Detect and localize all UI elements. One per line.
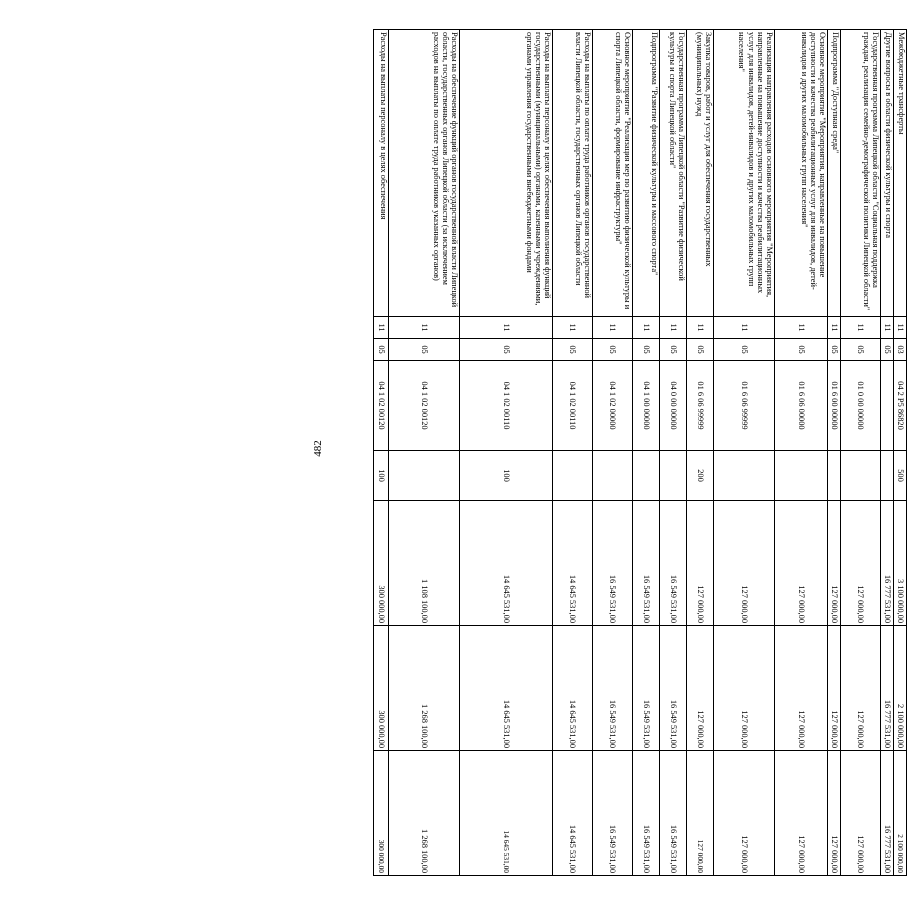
cell-csr: 01 6 00 00000: [828, 361, 841, 451]
rotated-page-content: [376, 29, 907, 875]
cell-csr: 01 6 06 99999: [687, 361, 714, 451]
cell-csr: 04 0 00 00000: [660, 361, 687, 451]
cell-rz: 05: [460, 339, 553, 361]
cell-vr: [775, 451, 828, 501]
cell-gr: 11: [460, 317, 553, 339]
cell-csr: 04 1 02 00110: [553, 361, 593, 451]
cell-value-1: 127 000,00: [775, 501, 828, 626]
cell-gr: 11: [775, 317, 828, 339]
row-name: Подпрограмма "Развитие физической культуры и массового спорта": [633, 30, 660, 317]
cell-value-3: 2 100 000,00: [894, 751, 907, 876]
cell-vr: [389, 451, 460, 501]
cell-vr: [881, 451, 894, 501]
row-name: Государственная программа Липецкой области "Развитие физической культуры и спорта Липецкой области": [660, 30, 687, 317]
cell-value-1: 16 549 531,00: [660, 501, 687, 626]
row-name: Межбюджетные трансферты: [894, 30, 907, 317]
table-row: [389, 30, 460, 876]
row-name: Основное мероприятие "Реализация мер по развитию физической культуры и спорта Липецкой области, формирование инфраструктуры": [593, 30, 633, 317]
cell-rz: 05: [374, 339, 389, 361]
cell-value-1: 16 549 531,00: [633, 501, 660, 626]
cell-vr: [593, 451, 633, 501]
cell-rz: 05: [775, 339, 828, 361]
cell-vr: 200: [687, 451, 714, 501]
cell-value-1: 127 000,00: [714, 501, 775, 626]
cell-value-3: 16 549 531,00: [660, 751, 687, 876]
cell-value-1: 3 100 000,00: [894, 501, 907, 626]
cell-value-1: 127 000,00: [687, 501, 714, 626]
cell-csr: 04 2 P5 86820: [894, 361, 907, 451]
cell-csr: 04 1 02 00120: [389, 361, 460, 451]
row-name: Государственная программа Липецкой области "Социальная поддержка граждан, реализация семейно-демографической политики Липецкой области": [841, 30, 881, 317]
cell-value-2: 14 645 531,00: [553, 626, 593, 751]
cell-rz: 05: [714, 339, 775, 361]
table-row: [660, 30, 687, 876]
cell-value-1: 16 777 531,00: [881, 501, 894, 626]
cell-rz: 05: [553, 339, 593, 361]
cell-gr: 11: [687, 317, 714, 339]
cell-rz: 05: [593, 339, 633, 361]
cell-vr: [828, 451, 841, 501]
table-row: [687, 30, 714, 876]
cell-value-1: 1 108 100,00: [389, 501, 460, 626]
cell-vr: [714, 451, 775, 501]
cell-value-3: 300 000,00: [374, 751, 389, 876]
cell-gr: 11: [714, 317, 775, 339]
cell-value-2: 1 268 100,00: [389, 626, 460, 751]
page-number: 482: [311, 440, 324, 457]
table-row: [828, 30, 841, 876]
cell-value-2: 16 549 531,00: [633, 626, 660, 751]
cell-vr: 500: [894, 451, 907, 501]
cell-value-2: 2 100 000,00: [894, 626, 907, 751]
cell-value-3: 127 000,00: [714, 751, 775, 876]
cell-rz: 05: [389, 339, 460, 361]
cell-value-2: 14 645 531,00: [460, 626, 553, 751]
cell-value-1: 127 000,00: [828, 501, 841, 626]
cell-value-3: 127 000,00: [775, 751, 828, 876]
table-row: [881, 30, 894, 876]
cell-value-2: 16 549 531,00: [660, 626, 687, 751]
cell-gr: 11: [841, 317, 881, 339]
row-name: Расходы на выплаты персоналу в целях обеспечения выполнения функций государственными (муниципальными) органами, казенными учреждениями, органами управления государственными внебюджетными фондами: [460, 30, 553, 317]
cell-gr: 11: [881, 317, 894, 339]
cell-value-2: 300 000,00: [374, 626, 389, 751]
cell-csr: 04 1 02 00120: [374, 361, 389, 451]
table-row: [553, 30, 593, 876]
cell-gr: 11: [660, 317, 687, 339]
budget-table: [373, 29, 907, 876]
row-name: Основное мероприятие "Мероприятия, направленные на повышение доступности и качества реабилитационных услуг для инвалидов, детей-инвалидов и других маломобильных групп населения": [775, 30, 828, 317]
cell-gr: 11: [894, 317, 907, 339]
row-name: Реализация направления расходов основного мероприятия "Мероприятия, направленные на повышение доступности и качества реабилитационных услуг для инвалидов, детей-инвалидов и других маломобильных групп населения": [714, 30, 775, 317]
cell-vr: [553, 451, 593, 501]
row-name: Подпрограмма "Доступная среда": [828, 30, 841, 317]
row-name: Расходы на выплаты по оплате труда работников органов государственной власти Липецкой области, государственных органов Липецкой области: [553, 30, 593, 317]
table-row: [841, 30, 881, 876]
budget-table-container: [61, 29, 906, 875]
cell-rz: 05: [881, 339, 894, 361]
cell-value-3: 16 777 531,00: [881, 751, 894, 876]
table-row: [894, 30, 907, 876]
cell-value-3: 127 000,00: [687, 751, 714, 876]
cell-csr: 04 1 02 00000: [593, 361, 633, 451]
cell-value-3: 14 645 531,00: [460, 751, 553, 876]
cell-value-2: 16 777 531,00: [881, 626, 894, 751]
cell-value-1: 300 000,00: [374, 501, 389, 626]
cell-value-3: 127 000,00: [828, 751, 841, 876]
cell-rz: 05: [841, 339, 881, 361]
table-row: [775, 30, 828, 876]
cell-value-1: 16 549 531,00: [593, 501, 633, 626]
cell-csr: 04 1 00 00000: [633, 361, 660, 451]
cell-value-2: 127 000,00: [775, 626, 828, 751]
cell-vr: 100: [460, 451, 553, 501]
cell-csr: 04 1 02 00110: [460, 361, 553, 451]
cell-gr: 11: [828, 317, 841, 339]
cell-value-1: 14 645 531,00: [553, 501, 593, 626]
cell-csr: 01 6 06 00000: [775, 361, 828, 451]
cell-value-1: 14 645 531,00: [460, 501, 553, 626]
cell-vr: [660, 451, 687, 501]
cell-gr: 11: [553, 317, 593, 339]
row-name: Расходы на обеспечение функций органов государственной власти Липецкой области, государственных органов Липецкой области (за исключением расходов на выплаты по оплате труда работников указанных органов): [389, 30, 460, 317]
cell-value-1: 127 000,00: [841, 501, 881, 626]
cell-value-3: 16 549 531,00: [633, 751, 660, 876]
cell-csr: [881, 361, 894, 451]
cell-gr: 11: [593, 317, 633, 339]
cell-value-2: 16 549 531,00: [593, 626, 633, 751]
cell-rz: 05: [828, 339, 841, 361]
cell-value-3: 1 268 100,00: [389, 751, 460, 876]
table-row: [460, 30, 553, 876]
table-row: [593, 30, 633, 876]
cell-vr: 100: [374, 451, 389, 501]
table-row: [633, 30, 660, 876]
cell-value-2: 127 000,00: [687, 626, 714, 751]
cell-vr: [633, 451, 660, 501]
cell-gr: 11: [374, 317, 389, 339]
cell-rz: 05: [660, 339, 687, 361]
cell-gr: 11: [389, 317, 460, 339]
cell-csr: 01 6 06 99999: [714, 361, 775, 451]
table-row: [714, 30, 775, 876]
cell-rz: 03: [894, 339, 907, 361]
cell-csr: 01 0 00 00000: [841, 361, 881, 451]
cell-value-3: 14 645 531,00: [553, 751, 593, 876]
cell-rz: 05: [633, 339, 660, 361]
cell-rz: 05: [687, 339, 714, 361]
row-name: Другие вопросы в области физической культуры и спорта: [881, 30, 894, 317]
cell-gr: 11: [633, 317, 660, 339]
cell-vr: [841, 451, 881, 501]
row-name: Закупка товаров, работ и услуг для обеспечения государственных (муниципальных) нужд: [687, 30, 714, 317]
cell-value-3: 127 000,00: [841, 751, 881, 876]
cell-value-2: 127 000,00: [828, 626, 841, 751]
cell-value-2: 127 000,00: [714, 626, 775, 751]
row-name: Расходы на выплаты персоналу в целях обеспечения: [374, 30, 389, 317]
table-row: [374, 30, 389, 876]
cell-value-2: 127 000,00: [841, 626, 881, 751]
cell-value-3: 16 549 531,00: [593, 751, 633, 876]
